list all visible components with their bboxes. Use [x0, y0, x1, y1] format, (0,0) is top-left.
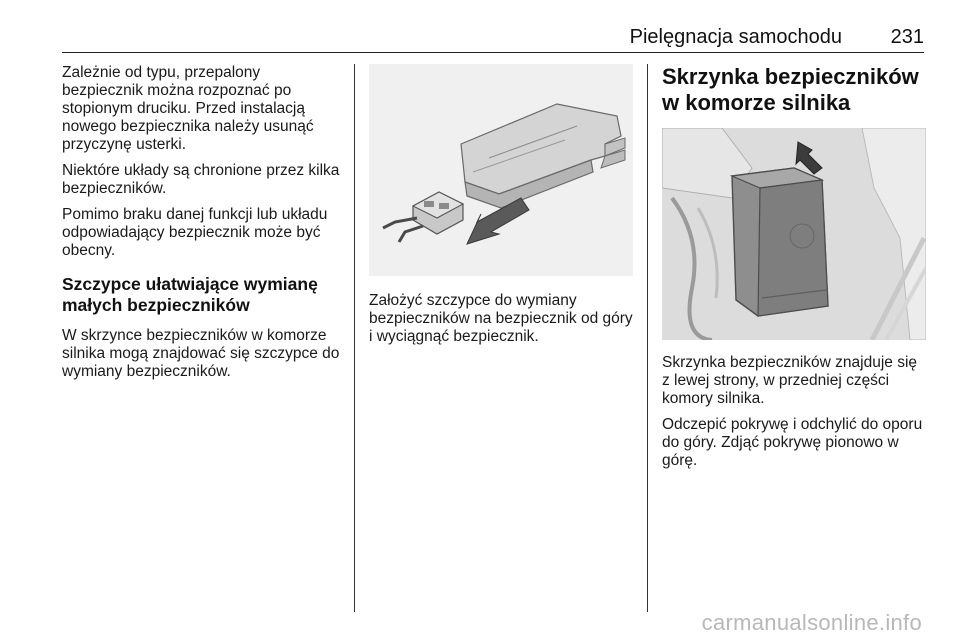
- fuse-tongs-illustration: [369, 64, 633, 276]
- column-divider-right: [647, 64, 648, 612]
- paragraph-fusebox-location: Skrzynka bezpieczników znajduje się z lewej strony, w przedniej części komory silnika.: [662, 354, 918, 407]
- paragraph-remove-cover: Odczepić pokrywę i odchylić do oporu do góry. Zdjąć pokrywę pionowo w górę.: [662, 416, 923, 469]
- paragraph-fuse-tongs: W skrzynce bezpieczników w komorze silnika mogą znajdować się szczypce do wymiany bezpieczników.: [62, 327, 340, 380]
- column-left: [62, 64, 344, 389]
- page-header: [62, 24, 924, 53]
- column-right: [662, 64, 926, 478]
- column-divider-left: [354, 64, 355, 612]
- figure-caption-tongs: Założyć szczypce do wymiany bezpieczników na bezpiecznik od góry i wyciągnąć bezpiecznik.: [369, 292, 633, 345]
- paragraph-fuse-present: Pomimo braku danej funkcji lub układu odpowiadający bezpiecznik może być obecny.: [62, 206, 328, 259]
- page-number: 231: [890, 26, 924, 48]
- watermark: carmanualsonline.info: [701, 610, 922, 635]
- column-middle: [369, 64, 633, 354]
- engine-fusebox-photo: [662, 128, 926, 340]
- header-title: Pielęgnacja samochodu: [629, 26, 842, 48]
- paragraph-multiple-fuses: Niektóre układy są chronione przez kilka bezpieczników.: [62, 162, 340, 197]
- paragraph-blown-fuse: Zależnie od typu, przepalony bezpiecznik można rozpoznać po stopionym druciku. Przed instalacją nowego bezpiecznika należy usunąć przyczynę usterki.: [62, 64, 314, 153]
- section-heading-fuse-tongs: Szczypce ułatwiające wymianę małych bezpieczników: [62, 274, 318, 315]
- section-heading-engine-fusebox: Skrzynka bezpieczników w komorze silnika: [662, 64, 919, 115]
